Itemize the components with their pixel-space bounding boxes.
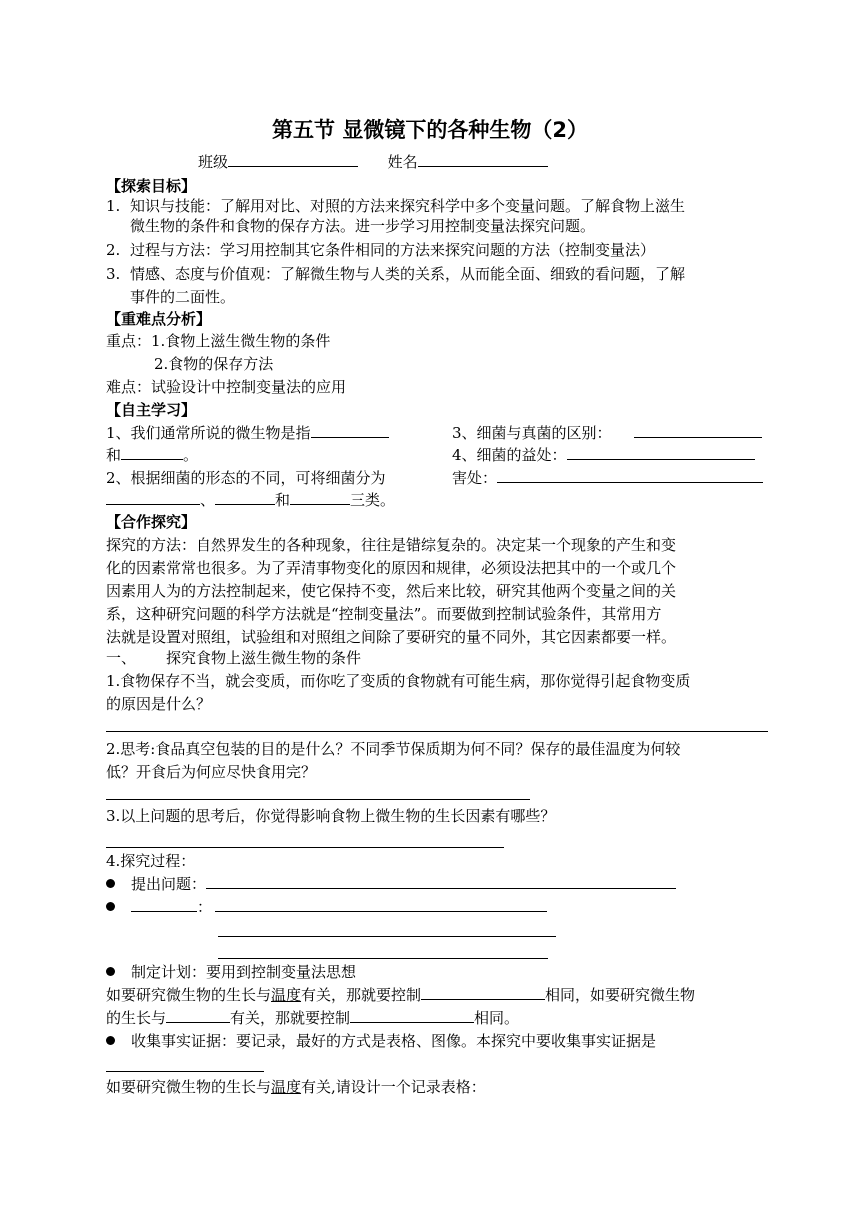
- section-one-heading: 一、 探究食物上滋生微生物的条件: [106, 649, 362, 667]
- bullet-icon: [106, 879, 115, 888]
- answer-line-2[interactable]: [106, 799, 530, 800]
- class-label: 班级: [198, 153, 229, 171]
- name-label: 姓名: [387, 153, 418, 171]
- question-1: 1.食物保存不当，就会变质，而你吃了变质的食物就有可能生病，那你觉得引起食物变质: [106, 672, 691, 690]
- self-study-q1-cont: 和 。: [106, 446, 199, 464]
- plan-line-1: 如要研究微生物的生长与温度有关，那就要控制 相同，如要研究微生物: [106, 986, 696, 1004]
- answer-line-3[interactable]: [106, 847, 504, 848]
- q2-blank-2[interactable]: [215, 490, 275, 505]
- question-2: 2.思考:食品真空包装的目的是什么？不同季节保质期为何不同？保存的最佳温度为何较: [106, 740, 681, 758]
- bullet-hypothesis: ：: [106, 897, 547, 917]
- factor-blank[interactable]: [166, 1008, 230, 1023]
- cooperate-heading: 【合作探究】: [106, 513, 197, 531]
- control-blank-1[interactable]: [421, 985, 545, 1000]
- method-para-line-2: 化的因素常常也很多。为了弄清事物变化的原因和规律，必须设法把其中的一个或几个: [106, 559, 677, 577]
- hypothesis-label-blank[interactable]: [131, 897, 197, 912]
- self-study-q1: 1、我们通常所说的微生物是指: [106, 423, 389, 443]
- q2-blank-3[interactable]: [290, 490, 350, 505]
- goal-item-3-cont: 事件的二面性。: [130, 288, 236, 306]
- question-2-cont: 低？开食后为何应尽快食用完？: [106, 763, 317, 781]
- self-study-q3: 3、细菌与真菌的区别：: [452, 423, 762, 443]
- table-design-prompt: 如要研究微生物的生长与温度有关,请设计一个记录表格：: [106, 1078, 486, 1096]
- hypothesis-blank-3[interactable]: [218, 958, 548, 959]
- bullet-icon: [106, 967, 115, 976]
- plan-line-2: 的生长与 有关，那就要控制 相同。: [106, 1009, 520, 1027]
- answer-line-1[interactable]: [106, 731, 768, 732]
- method-para-line-1: 探究的方法：自然界发生的各种现象，往往是错综复杂的。决定某一个现象的产生和变: [106, 536, 677, 554]
- question-4: 4.探究过程：: [106, 852, 196, 870]
- goals-heading: 【探索目标】: [106, 177, 197, 195]
- goal-item-2: 2. 过程与方法：学习用控制其它条件相同的方法来探究问题的方法（控制变量法）: [106, 241, 656, 259]
- method-para-line-4: 系，这种研究问题的科学方法就是“控制变量法”。而要做到控制试验条件，其常用方: [106, 605, 662, 623]
- keypoints-heading: 【重难点分析】: [106, 310, 212, 328]
- keypoint-1: 重点：1.食物上滋生微生物的条件: [106, 332, 331, 350]
- keypoint-2: 2.食物的保存方法: [154, 355, 274, 373]
- hypothesis-blank-1[interactable]: [215, 897, 547, 912]
- name-blank[interactable]: [418, 152, 548, 167]
- difficulty: 难点：试验设计中控制变量法的应用: [106, 378, 347, 396]
- hypothesis-blank-2[interactable]: [218, 936, 556, 937]
- q4-harm-blank[interactable]: [497, 468, 763, 483]
- q4-benefit-blank[interactable]: [567, 445, 755, 460]
- goal-item-3: 3. 情感、态度与价值观：了解微生物与人类的关系，从而能全面、细致的看问题，了解: [106, 265, 686, 283]
- question-1-cont: 的原因是什么？: [106, 695, 212, 713]
- method-para-line-5: 法就是设置对照组，试验组和对照组之间除了要研究的量不同外，其它因素都要一样。: [106, 628, 677, 646]
- control-blank-2[interactable]: [350, 1008, 474, 1023]
- goal-item-1-cont: 微生物的条件和食物的保存方法。进一步学习用控制变量法探究问题。: [130, 217, 596, 235]
- raise-question-blank[interactable]: [206, 874, 676, 889]
- page-title: 第五节 显微镜下的各种生物（2）: [272, 118, 588, 142]
- self-study-q2-cont: 、 和 三类。: [106, 490, 395, 510]
- q3-blank[interactable]: [634, 423, 762, 438]
- method-para-line-3: 因素用人为的方法控制起来，使它保持不变，然后来比较，研究其他两个变量之间的关: [106, 582, 677, 600]
- q1-blank-2[interactable]: [121, 445, 183, 460]
- bullet-raise-question: 提出问题：: [106, 874, 676, 894]
- self-study-heading: 【自主学习】: [106, 401, 197, 419]
- class-blank[interactable]: [228, 152, 358, 167]
- bullet-icon: [106, 1036, 115, 1045]
- goal-item-1: 1. 知识与技能：了解用对比、对照的方法来探究科学中多个变量问题。了解食物上滋生: [106, 197, 686, 215]
- class-name-line: [198, 152, 548, 172]
- bullet-collect-evidence: 收集事实证据：要记录，最好的方式是表格、图像。本探究中要收集事实证据是: [106, 1031, 656, 1051]
- q2-blank-1[interactable]: [106, 490, 200, 505]
- evidence-blank[interactable]: [106, 1071, 264, 1072]
- self-study-q4: 4、细菌的益处：: [452, 445, 755, 465]
- q1-blank-1[interactable]: [311, 423, 389, 438]
- bullet-plan: 制定计划：要用到控制变量法思想: [106, 962, 356, 982]
- question-3: 3.以上问题的思考后，你觉得影响食物上微生物的生长因素有哪些？: [106, 807, 556, 825]
- self-study-q4b: 害处：: [452, 468, 763, 488]
- self-study-q2: 2、根据细菌的形态的不同，可将细菌分为: [106, 469, 386, 487]
- bullet-icon: [106, 902, 115, 911]
